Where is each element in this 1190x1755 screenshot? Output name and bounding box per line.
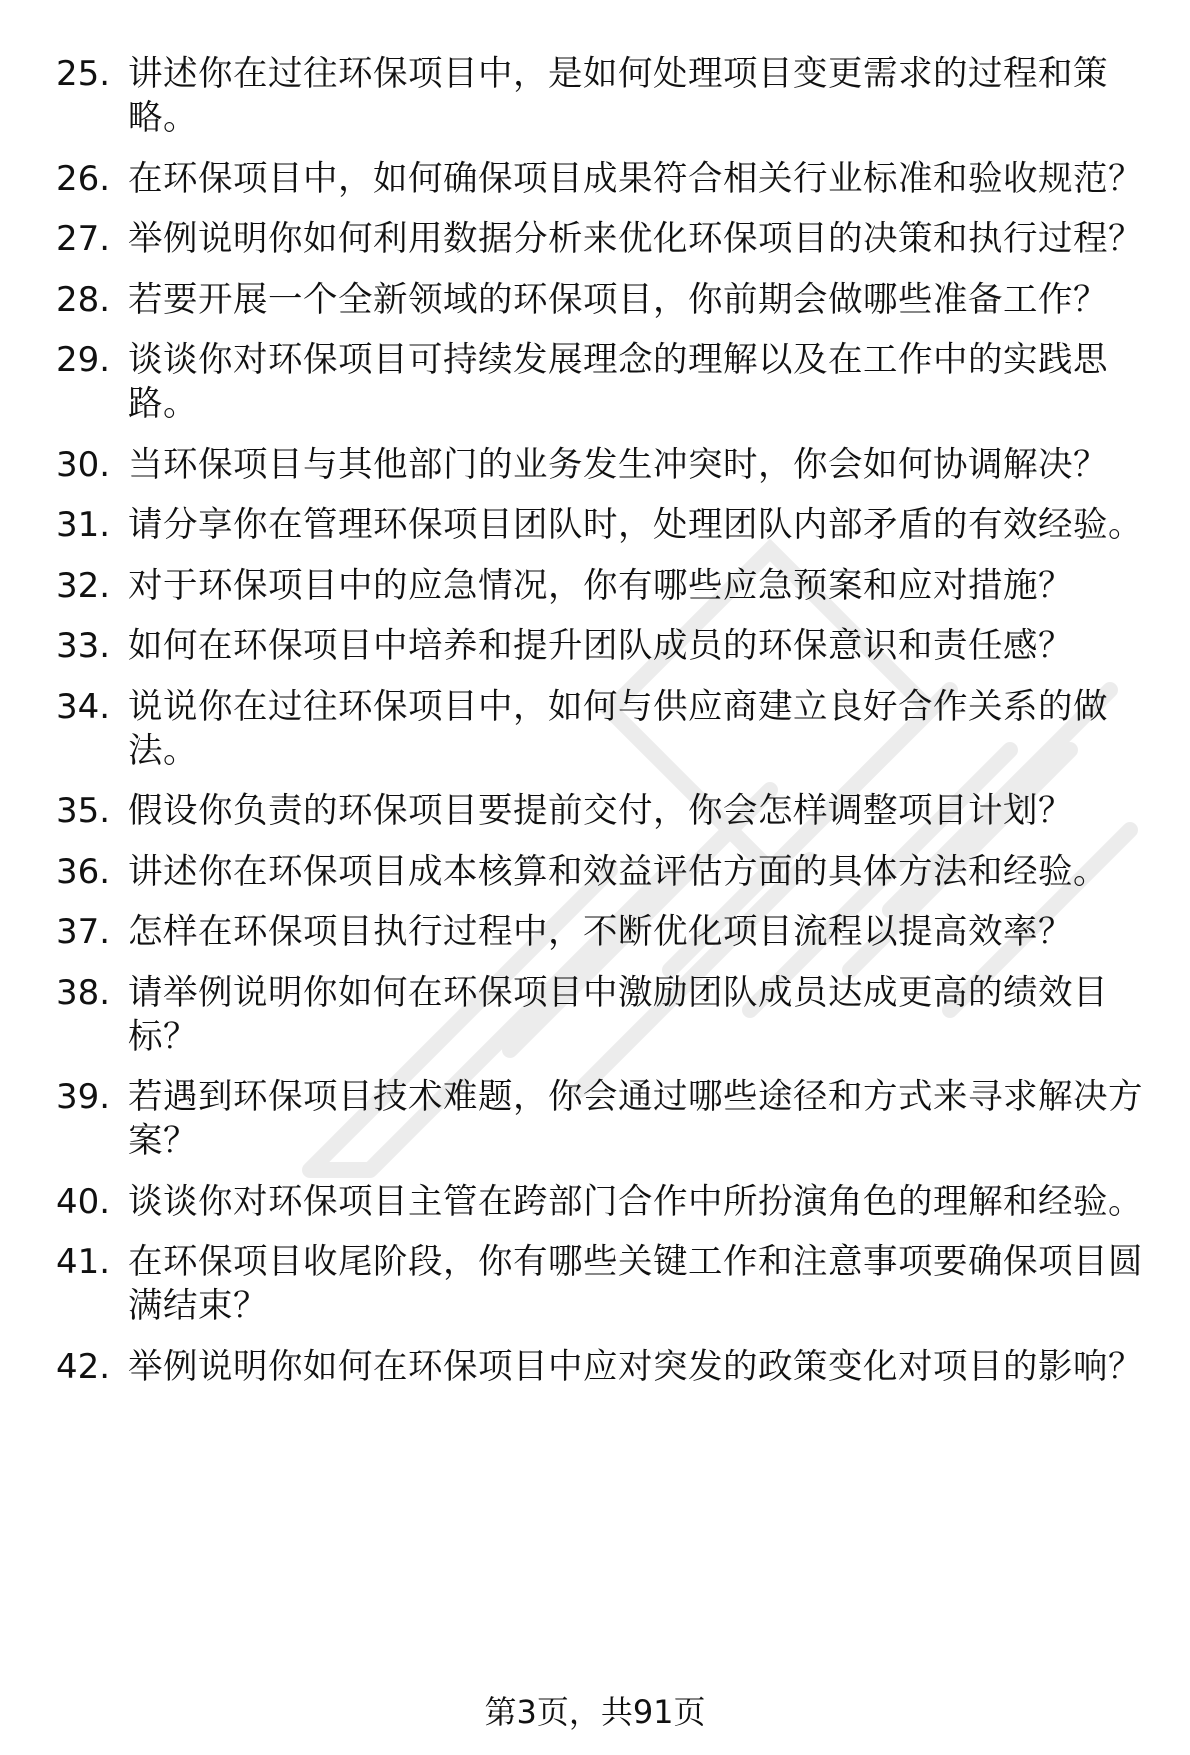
question-number: 28. <box>56 279 111 320</box>
list-item <box>56 1240 1146 1328</box>
page-indicator: 第3页，共91页 <box>484 1693 706 1731</box>
question-number: 33. <box>56 626 111 666</box>
question-text: 如何在环保项目中培养和提升团队成员的环保意识和责任感？ <box>128 626 1073 666</box>
list-item <box>56 789 1146 833</box>
list-item <box>56 685 1146 773</box>
question-text: 对于环保项目中的应急情况，你有哪些应急预案和应对措施？ <box>128 565 1073 606</box>
question-number: 41. <box>56 1242 111 1282</box>
question-text: 说说你在过往环保项目中，如何与供应商建立良好合作关系的做法。 <box>128 686 1108 771</box>
question-text: 举例说明你如何在环保项目中应对突发的政策变化对项目的影响？ <box>128 1346 1143 1387</box>
question-number: 37. <box>56 912 111 952</box>
question-text: 在环保项目收尾阶段，你有哪些关键工作和注意事项要确保项目圆满结束？ <box>128 1242 1143 1326</box>
question-text: 谈谈你对环保项目主管在跨部门合作中所扮演角色的理解和经验。 <box>128 1181 1143 1222</box>
question-text: 请举例说明你如何在环保项目中激励团队成员达成更高的绩效目标？ <box>128 972 1108 1057</box>
question-list <box>56 52 1146 1405</box>
question-text: 假设你负责的环保项目要提前交付，你会怎样调整项目计划？ <box>128 791 1073 831</box>
question-number: 38. <box>56 972 111 1013</box>
question-text: 举例说明你如何利用数据分析来优化环保项目的决策和执行过程？ <box>128 219 1143 259</box>
question-text: 讲述你在过往环保项目中，是如何处理项目变更需求的过程和策略。 <box>128 54 1108 138</box>
list-item <box>56 1075 1146 1163</box>
list-item <box>56 910 1146 954</box>
question-number: 27. <box>56 219 111 259</box>
question-number: 35. <box>56 791 111 831</box>
question-number: 36. <box>56 851 111 892</box>
question-number: 30. <box>56 444 111 485</box>
question-number: 32. <box>56 565 111 606</box>
question-text: 谈谈你对环保项目可持续发展理念的理解以及在工作中的实践思路。 <box>128 340 1108 424</box>
question-text: 怎样在环保项目执行过程中，不断优化项目流程以提高效率？ <box>128 912 1073 952</box>
question-number: 40. <box>56 1181 111 1222</box>
list-item <box>56 278 1146 322</box>
list-item <box>56 1345 1146 1389</box>
list-item <box>56 624 1146 668</box>
question-number: 34. <box>56 686 111 727</box>
list-item <box>56 443 1146 487</box>
question-text: 若要开展一个全新领域的环保项目，你前期会做哪些准备工作？ <box>128 279 1108 320</box>
question-text: 若遇到环保项目技术难题，你会通过哪些途径和方式来寻求解决方案？ <box>128 1077 1143 1161</box>
list-item <box>56 217 1146 261</box>
question-number: 25. <box>56 54 111 94</box>
question-number: 42. <box>56 1346 111 1387</box>
question-number: 31. <box>56 505 111 545</box>
question-text: 当环保项目与其他部门的业务发生冲突时，你会如何协调解决？ <box>128 444 1108 485</box>
list-item <box>56 338 1146 426</box>
list-item <box>56 850 1146 894</box>
list-item <box>56 157 1146 201</box>
list-item <box>56 971 1146 1059</box>
list-item <box>56 503 1146 547</box>
list-item <box>56 564 1146 608</box>
question-text: 请分享你在管理环保项目团队时，处理团队内部矛盾的有效经验。 <box>128 505 1143 545</box>
question-text: 在环保项目中，如何确保项目成果符合相关行业标准和验收规范？ <box>128 158 1143 199</box>
question-text: 讲述你在环保项目成本核算和效益评估方面的具体方法和经验。 <box>128 851 1108 892</box>
question-number: 29. <box>56 340 111 380</box>
list-item <box>56 1180 1146 1224</box>
question-number: 39. <box>56 1077 111 1117</box>
list-item <box>56 52 1146 140</box>
question-number: 26. <box>56 158 111 199</box>
